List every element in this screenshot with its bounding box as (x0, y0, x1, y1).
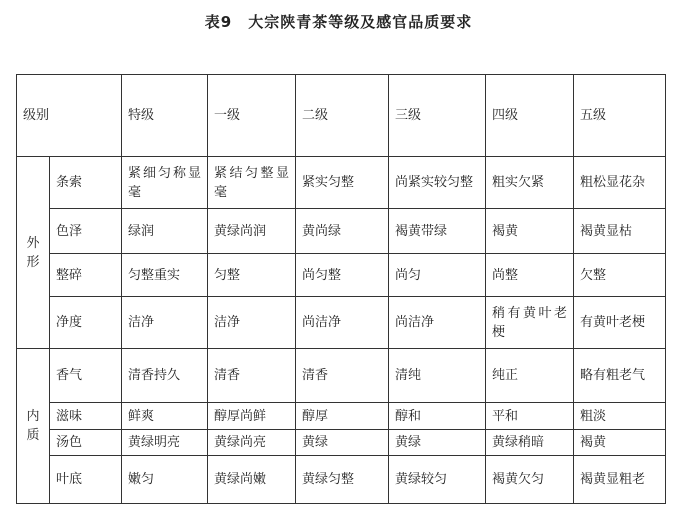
table-cell: 洁净 (208, 297, 296, 349)
item-label: 汤色 (50, 430, 122, 456)
category-appearance (17, 157, 50, 349)
table-cell: 褐黄欠匀 (486, 456, 574, 504)
table-cell: 洁净 (122, 297, 208, 349)
item-label: 色泽 (50, 209, 122, 254)
table-title: 表9 大宗陕青茶等级及感官品质要求 (204, 13, 473, 31)
item-label: 条索 (50, 157, 122, 209)
table-cell: 尚紧实较匀整 (389, 157, 486, 209)
table-cell: 尚整 (486, 254, 574, 297)
header-grade: 三级 (389, 75, 486, 157)
table-cell: 黄绿 (296, 430, 389, 456)
table-cell: 清香 (296, 349, 389, 403)
table-row (17, 430, 666, 456)
table-cell: 有黄叶老梗 (574, 297, 666, 349)
table-cell: 粗松显花杂 (574, 157, 666, 209)
table-cell: 清纯 (389, 349, 486, 403)
item-label: 净度 (50, 297, 122, 349)
table-cell: 醇厚 (296, 403, 389, 430)
category-char: 内 (26, 409, 40, 424)
table-cell: 黄绿稍暗 (486, 430, 574, 456)
table-cell: 粗淡 (574, 403, 666, 430)
table-row (17, 403, 666, 430)
header-grade: 特级 (122, 75, 208, 157)
table-cell: 紧结匀整显毫 (208, 157, 296, 209)
table-cell: 醇和 (389, 403, 486, 430)
table-cell: 黄绿尚嫩 (208, 456, 296, 504)
header-grade: 四级 (486, 75, 574, 157)
table-row (17, 157, 666, 209)
table-cell: 褐黄带绿 (389, 209, 486, 254)
table-cell: 醇厚尚鲜 (208, 403, 296, 430)
table-row (17, 349, 666, 403)
header-grade: 一级 (208, 75, 296, 157)
category-char: 质 (26, 428, 40, 443)
table-cell: 鲜爽 (122, 403, 208, 430)
table-row (17, 209, 666, 254)
table-cell: 纯正 (486, 349, 574, 403)
table-cell: 尚匀整 (296, 254, 389, 297)
table-cell: 清香 (208, 349, 296, 403)
table-cell: 黄绿尚亮 (208, 430, 296, 456)
header-grade: 五级 (574, 75, 666, 157)
table-cell: 褐黄 (486, 209, 574, 254)
header-grade: 二级 (296, 75, 389, 157)
table-cell: 紧实匀整 (296, 157, 389, 209)
table-cell: 紧细匀称显毫 (122, 157, 208, 209)
item-label: 整碎 (50, 254, 122, 297)
table-cell: 褐黄显粗老 (574, 456, 666, 504)
table-cell: 略有粗老气 (574, 349, 666, 403)
table-cell: 黄绿匀整 (296, 456, 389, 504)
table-cell: 欠整 (574, 254, 666, 297)
table-cell: 黄尚绿 (296, 209, 389, 254)
table-cell: 黄绿明亮 (122, 430, 208, 456)
item-label: 滋味 (50, 403, 122, 430)
table-cell: 黄绿 (389, 430, 486, 456)
item-label: 香气 (50, 349, 122, 403)
category-char: 外 (26, 235, 40, 251)
table-cell: 尚洁净 (389, 297, 486, 349)
table-cell: 平和 (486, 403, 574, 430)
table-cell: 尚匀 (389, 254, 486, 297)
table-cell: 嫩匀 (122, 456, 208, 504)
header-level: 级别 (17, 75, 122, 157)
table-cell: 匀整 (208, 254, 296, 297)
table-cell: 清香持久 (122, 349, 208, 403)
table-cell: 尚洁净 (296, 297, 389, 349)
tea-grade-table (16, 74, 666, 504)
table-cell: 匀整重实 (122, 254, 208, 297)
table-cell: 黄绿尚润 (208, 209, 296, 254)
table-row (17, 456, 666, 504)
table-cell: 绿润 (122, 209, 208, 254)
header-row (17, 75, 666, 157)
table-cell: 黄绿较匀 (389, 456, 486, 504)
category-char: 形 (26, 254, 40, 270)
category-quality (17, 349, 50, 504)
table-cell: 粗实欠紧 (486, 157, 574, 209)
table-cell: 褐黄显枯 (574, 209, 666, 254)
table-row (17, 297, 666, 349)
table-cell: 褐黄 (574, 430, 666, 456)
table-cell: 稍有黄叶老梗 (486, 297, 574, 349)
item-label: 叶底 (50, 456, 122, 504)
table-row (17, 254, 666, 297)
